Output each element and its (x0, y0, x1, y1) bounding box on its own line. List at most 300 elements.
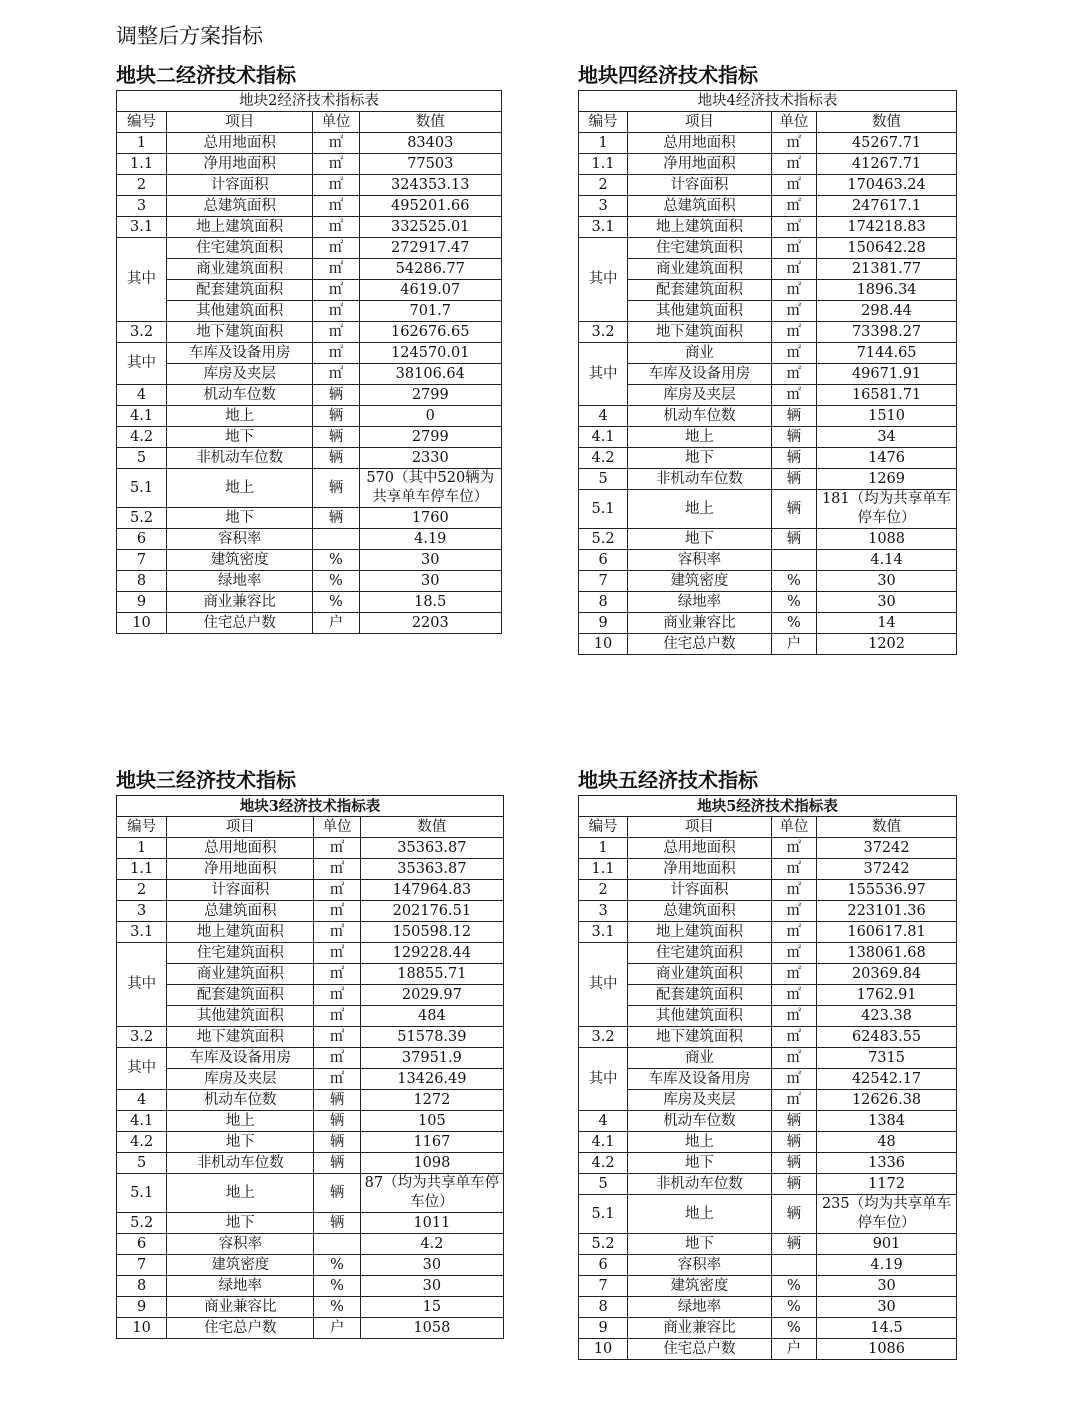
row-item: 库房及夹层 (628, 1090, 772, 1111)
row-unit: ㎡ (314, 880, 360, 901)
row-unit: ㎡ (771, 943, 816, 964)
table-caption: 地块3经济技术指标表 (117, 796, 504, 817)
indicator-table (116, 90, 502, 634)
row-item: 计容面积 (167, 880, 314, 901)
row-item: 地上 (167, 469, 313, 508)
row-unit: ㎡ (771, 1090, 816, 1111)
row-item: 地上 (167, 1174, 314, 1213)
row-value: 30 (359, 550, 501, 571)
row-unit: ㎡ (313, 217, 359, 238)
column-header: 编号 (579, 112, 628, 133)
row-item: 地下 (628, 1153, 772, 1174)
row-unit: 辆 (314, 1132, 360, 1153)
table-row (579, 1255, 957, 1276)
row-unit: ㎡ (314, 859, 360, 880)
row-unit: ㎡ (314, 922, 360, 943)
row-number: 9 (117, 1297, 167, 1318)
row-number: 2 (117, 880, 167, 901)
row-number: 6 (117, 529, 167, 550)
row-item: 商业兼容比 (628, 613, 772, 634)
row-unit: ㎡ (314, 901, 360, 922)
table-caption-row (579, 796, 957, 817)
row-unit (314, 1234, 360, 1255)
row-unit: ㎡ (314, 1027, 360, 1048)
row-number: 4.2 (117, 1132, 167, 1153)
row-unit: 辆 (313, 448, 359, 469)
row-unit: 辆 (771, 427, 816, 448)
row-number: 其中 (579, 943, 628, 1027)
row-number: 4.1 (117, 406, 167, 427)
row-unit: 户 (313, 613, 359, 634)
row-value: 150598.12 (360, 922, 503, 943)
row-number: 6 (579, 1255, 628, 1276)
row-value: 42542.17 (817, 1069, 957, 1090)
row-unit: 辆 (313, 427, 359, 448)
row-number: 3 (579, 901, 628, 922)
row-value: 1167 (360, 1132, 503, 1153)
table-row (579, 175, 957, 196)
row-value: 37951.9 (360, 1048, 503, 1069)
row-item: 库房及夹层 (628, 385, 772, 406)
row-number: 其中 (579, 238, 628, 322)
table-row (579, 1339, 957, 1360)
table-row (117, 259, 502, 280)
row-item: 建筑密度 (628, 571, 772, 592)
row-value: 1269 (817, 469, 957, 490)
row-item: 绿地率 (167, 571, 313, 592)
table-caption-row (579, 91, 957, 112)
row-item: 地下 (167, 1132, 314, 1153)
row-item: 地下建筑面积 (167, 1027, 314, 1048)
row-item: 地上 (628, 1195, 772, 1234)
row-unit: 辆 (313, 406, 359, 427)
row-value: 2029.97 (360, 985, 503, 1006)
table-row (117, 1276, 504, 1297)
table-row (579, 385, 957, 406)
row-unit: ㎡ (771, 364, 816, 385)
table-row (579, 592, 957, 613)
table-row (579, 1234, 957, 1255)
row-unit: 辆 (314, 1090, 360, 1111)
table-row (579, 406, 957, 427)
table-row (117, 1006, 504, 1027)
row-number: 3.1 (579, 217, 628, 238)
column-header: 编号 (117, 112, 167, 133)
row-number: 其中 (117, 1048, 167, 1090)
table-row (117, 322, 502, 343)
row-number: 其中 (117, 238, 167, 322)
table-row (579, 1195, 957, 1234)
row-number: 7 (579, 1276, 628, 1297)
row-item: 其他建筑面积 (167, 1006, 314, 1027)
column-header: 单位 (771, 817, 816, 838)
row-unit: 户 (771, 634, 816, 655)
table-row (579, 634, 957, 655)
row-value: 73398.27 (817, 322, 957, 343)
row-unit: ㎡ (313, 280, 359, 301)
row-item: 地上 (167, 1111, 314, 1132)
table-row (579, 322, 957, 343)
row-value: 298.44 (817, 301, 957, 322)
row-value: 30 (817, 1297, 957, 1318)
row-item: 机动车位数 (167, 1090, 314, 1111)
row-item: 住宅总户数 (167, 1318, 314, 1339)
row-item: 库房及夹层 (167, 364, 313, 385)
row-unit: ㎡ (313, 343, 359, 364)
row-value: 30 (817, 571, 957, 592)
row-unit: % (314, 1255, 360, 1276)
table-header-row (117, 112, 502, 133)
table-row (579, 838, 957, 859)
table-row (117, 469, 502, 508)
table-row (579, 1153, 957, 1174)
row-value: 1384 (817, 1111, 957, 1132)
row-unit: % (314, 1276, 360, 1297)
table-row (117, 196, 502, 217)
row-unit: ㎡ (771, 280, 816, 301)
row-value: 54286.77 (359, 259, 501, 280)
table-row (117, 364, 502, 385)
row-unit: ㎡ (771, 301, 816, 322)
row-value: 7315 (817, 1048, 957, 1069)
table-header-row (117, 817, 504, 838)
row-unit: 辆 (313, 469, 359, 508)
row-item: 总用地面积 (167, 133, 313, 154)
row-item: 非机动车位数 (167, 1153, 314, 1174)
row-value: 4.2 (360, 1234, 503, 1255)
row-item: 商业建筑面积 (628, 964, 772, 985)
row-item: 住宅建筑面积 (167, 238, 313, 259)
row-item: 计容面积 (628, 880, 772, 901)
block-title: 地块三经济技术指标 (116, 768, 296, 792)
row-item: 地下 (628, 529, 772, 550)
table-row (117, 964, 504, 985)
table-row (579, 529, 957, 550)
table-row (579, 301, 957, 322)
row-value: 30 (359, 571, 501, 592)
row-value: 16581.71 (817, 385, 957, 406)
row-number: 2 (117, 175, 167, 196)
row-value: 13426.49 (360, 1069, 503, 1090)
row-item: 地上建筑面积 (167, 922, 314, 943)
row-item: 机动车位数 (167, 385, 313, 406)
row-item: 地下建筑面积 (167, 322, 313, 343)
row-value: 162676.65 (359, 322, 501, 343)
row-value: 1762.91 (817, 985, 957, 1006)
row-unit: ㎡ (314, 1006, 360, 1027)
row-value: 30 (360, 1255, 503, 1276)
table-row (117, 427, 502, 448)
row-value: 272917.47 (359, 238, 501, 259)
row-item: 容积率 (167, 1234, 314, 1255)
row-value: 160617.81 (817, 922, 957, 943)
table-row (117, 1069, 504, 1090)
row-number: 1.1 (117, 859, 167, 880)
table-caption-row (117, 91, 502, 112)
row-unit: ㎡ (771, 922, 816, 943)
row-unit: ㎡ (314, 838, 360, 859)
row-value: 37242 (817, 859, 957, 880)
table-row (579, 259, 957, 280)
table-row (117, 448, 502, 469)
row-item: 地上建筑面积 (628, 217, 772, 238)
row-value: 1086 (817, 1339, 957, 1360)
table-row (579, 1069, 957, 1090)
row-number: 4.2 (117, 427, 167, 448)
block-plot-2 (116, 60, 502, 634)
row-unit: 辆 (771, 406, 816, 427)
row-value: 30 (817, 592, 957, 613)
row-value: 247617.1 (817, 196, 957, 217)
column-header: 单位 (314, 817, 360, 838)
column-header: 数值 (359, 112, 501, 133)
column-header: 单位 (771, 112, 816, 133)
row-item: 商业 (628, 343, 772, 364)
row-number: 5.1 (579, 490, 628, 529)
row-number: 其中 (117, 943, 167, 1027)
row-value: 4.19 (817, 1255, 957, 1276)
row-number: 5.2 (117, 508, 167, 529)
table-row (117, 859, 504, 880)
row-value: 1172 (817, 1174, 957, 1195)
row-number: 5.1 (117, 1174, 167, 1213)
table-row (579, 196, 957, 217)
row-number: 3.1 (117, 922, 167, 943)
row-item: 商业建筑面积 (628, 259, 772, 280)
row-item: 库房及夹层 (167, 1069, 314, 1090)
row-item: 其他建筑面积 (167, 301, 313, 322)
row-unit: 辆 (314, 1153, 360, 1174)
row-value: 18.5 (359, 592, 501, 613)
row-value: 138061.68 (817, 943, 957, 964)
row-unit: ㎡ (313, 154, 359, 175)
row-item: 车库及设备用房 (167, 343, 313, 364)
row-unit: 辆 (314, 1174, 360, 1213)
row-value: 1510 (817, 406, 957, 427)
row-value: 147964.83 (360, 880, 503, 901)
row-item: 总建筑面积 (628, 901, 772, 922)
table-row (117, 133, 502, 154)
table-row (117, 529, 502, 550)
row-unit: ㎡ (314, 964, 360, 985)
block-title: 地块四经济技术指标 (578, 63, 758, 87)
row-number: 3 (579, 196, 628, 217)
row-unit: ㎡ (771, 1027, 816, 1048)
row-value: 150642.28 (817, 238, 957, 259)
row-number: 1.1 (579, 859, 628, 880)
row-value: 124570.01 (359, 343, 501, 364)
row-item: 净用地面积 (167, 154, 313, 175)
table-row (117, 217, 502, 238)
table-row (117, 280, 502, 301)
row-item: 配套建筑面积 (628, 985, 772, 1006)
table-row (117, 613, 502, 634)
row-value: 1760 (359, 508, 501, 529)
row-value: 2203 (359, 613, 501, 634)
column-header: 编号 (579, 817, 628, 838)
row-value: 30 (817, 1276, 957, 1297)
row-item: 地下 (167, 427, 313, 448)
row-number: 4 (117, 1090, 167, 1111)
row-unit: % (771, 592, 816, 613)
block-title: 地块二经济技术指标 (116, 63, 296, 87)
table-row (117, 301, 502, 322)
column-header: 项目 (167, 112, 313, 133)
row-item: 非机动车位数 (167, 448, 313, 469)
table-row (117, 1027, 504, 1048)
table-header-row (579, 112, 957, 133)
row-unit: ㎡ (313, 196, 359, 217)
row-unit: % (771, 613, 816, 634)
row-number: 8 (117, 571, 167, 592)
table-row (117, 880, 504, 901)
row-unit: % (771, 1297, 816, 1318)
row-item: 绿地率 (628, 1297, 772, 1318)
table-row (579, 859, 957, 880)
row-item: 容积率 (167, 529, 313, 550)
row-value: 62483.55 (817, 1027, 957, 1048)
row-item: 住宅总户数 (167, 613, 313, 634)
row-unit: ㎡ (771, 154, 816, 175)
row-value: 495201.66 (359, 196, 501, 217)
row-number: 1 (117, 838, 167, 859)
table-row (579, 469, 957, 490)
table-row (117, 406, 502, 427)
row-unit: % (771, 571, 816, 592)
row-unit: % (314, 1297, 360, 1318)
row-item: 非机动车位数 (628, 469, 772, 490)
row-item: 计容面积 (167, 175, 313, 196)
table-row (579, 1111, 957, 1132)
row-item: 商业兼容比 (167, 1297, 314, 1318)
row-unit: ㎡ (771, 1048, 816, 1069)
row-item: 车库及设备用房 (628, 1069, 772, 1090)
row-item: 建筑密度 (167, 1255, 314, 1276)
row-unit: ㎡ (771, 133, 816, 154)
row-item: 住宅建筑面积 (628, 943, 772, 964)
row-value: 49671.91 (817, 364, 957, 385)
row-number: 1.1 (579, 154, 628, 175)
table-row (117, 592, 502, 613)
row-value: 901 (817, 1234, 957, 1255)
row-unit (771, 1255, 816, 1276)
row-number: 5.1 (117, 469, 167, 508)
table-row (117, 571, 502, 592)
row-number: 4.1 (579, 427, 628, 448)
row-unit: ㎡ (771, 985, 816, 1006)
table-row (579, 364, 957, 385)
table-row (579, 943, 957, 964)
row-number: 7 (117, 1255, 167, 1276)
row-item: 容积率 (628, 1255, 772, 1276)
table-caption: 地块4经济技术指标表 (579, 91, 957, 112)
row-unit: ㎡ (314, 1069, 360, 1090)
column-header: 编号 (117, 817, 167, 838)
row-value: 38106.64 (359, 364, 501, 385)
table-row (117, 1174, 504, 1213)
row-number: 4 (579, 406, 628, 427)
table-row (117, 901, 504, 922)
table-row (579, 448, 957, 469)
row-number: 3.2 (117, 1027, 167, 1048)
row-number: 2 (579, 880, 628, 901)
row-value: 4.14 (817, 550, 957, 571)
row-unit: ㎡ (771, 1069, 816, 1090)
table-row (579, 217, 957, 238)
row-unit (313, 529, 359, 550)
row-item: 总用地面积 (167, 838, 314, 859)
row-number: 4.1 (117, 1111, 167, 1132)
row-value: 83403 (359, 133, 501, 154)
row-number: 3.2 (579, 1027, 628, 1048)
row-value: 170463.24 (817, 175, 957, 196)
table-row (579, 1297, 957, 1318)
table-row (579, 985, 957, 1006)
indicator-table (578, 795, 957, 1360)
row-unit: ㎡ (313, 259, 359, 280)
table-row (579, 238, 957, 259)
row-number: 其中 (579, 1048, 628, 1111)
table-row (579, 1090, 957, 1111)
row-item: 地下 (628, 1234, 772, 1255)
row-value: 1088 (817, 529, 957, 550)
table-row (117, 943, 504, 964)
row-value: 15 (360, 1297, 503, 1318)
row-number: 1 (117, 133, 167, 154)
row-item: 住宅建筑面积 (628, 238, 772, 259)
row-value: 423.38 (817, 1006, 957, 1027)
row-unit: 户 (314, 1318, 360, 1339)
row-value: 701.7 (359, 301, 501, 322)
indicator-table (578, 90, 957, 655)
row-value: 20369.84 (817, 964, 957, 985)
row-unit: 辆 (313, 385, 359, 406)
row-number: 3.2 (117, 322, 167, 343)
row-unit: ㎡ (771, 217, 816, 238)
table-row (579, 427, 957, 448)
column-header: 数值 (817, 112, 957, 133)
row-number: 9 (117, 592, 167, 613)
table-row (117, 385, 502, 406)
row-value: 21381.77 (817, 259, 957, 280)
table-row (117, 1153, 504, 1174)
row-item: 总用地面积 (628, 838, 772, 859)
row-number: 3.2 (579, 322, 628, 343)
row-value: 1202 (817, 634, 957, 655)
row-value: 12626.38 (817, 1090, 957, 1111)
table-row (579, 1006, 957, 1027)
row-item: 总用地面积 (628, 133, 772, 154)
row-unit: 辆 (314, 1111, 360, 1132)
row-unit: 辆 (771, 1153, 816, 1174)
table-row (579, 133, 957, 154)
row-unit: ㎡ (771, 838, 816, 859)
row-value: 51578.39 (360, 1027, 503, 1048)
table-row (579, 1318, 957, 1339)
table-row (117, 1111, 504, 1132)
row-number: 3 (117, 901, 167, 922)
table-row (117, 238, 502, 259)
table-row (579, 613, 957, 634)
row-item: 地上建筑面积 (628, 922, 772, 943)
table-row (117, 343, 502, 364)
row-item: 其他建筑面积 (628, 301, 772, 322)
row-item: 配套建筑面积 (167, 985, 314, 1006)
page-title: 调整后方案指标 (116, 24, 263, 48)
row-value: 41267.71 (817, 154, 957, 175)
row-item: 地下建筑面积 (628, 1027, 772, 1048)
row-unit: ㎡ (771, 196, 816, 217)
